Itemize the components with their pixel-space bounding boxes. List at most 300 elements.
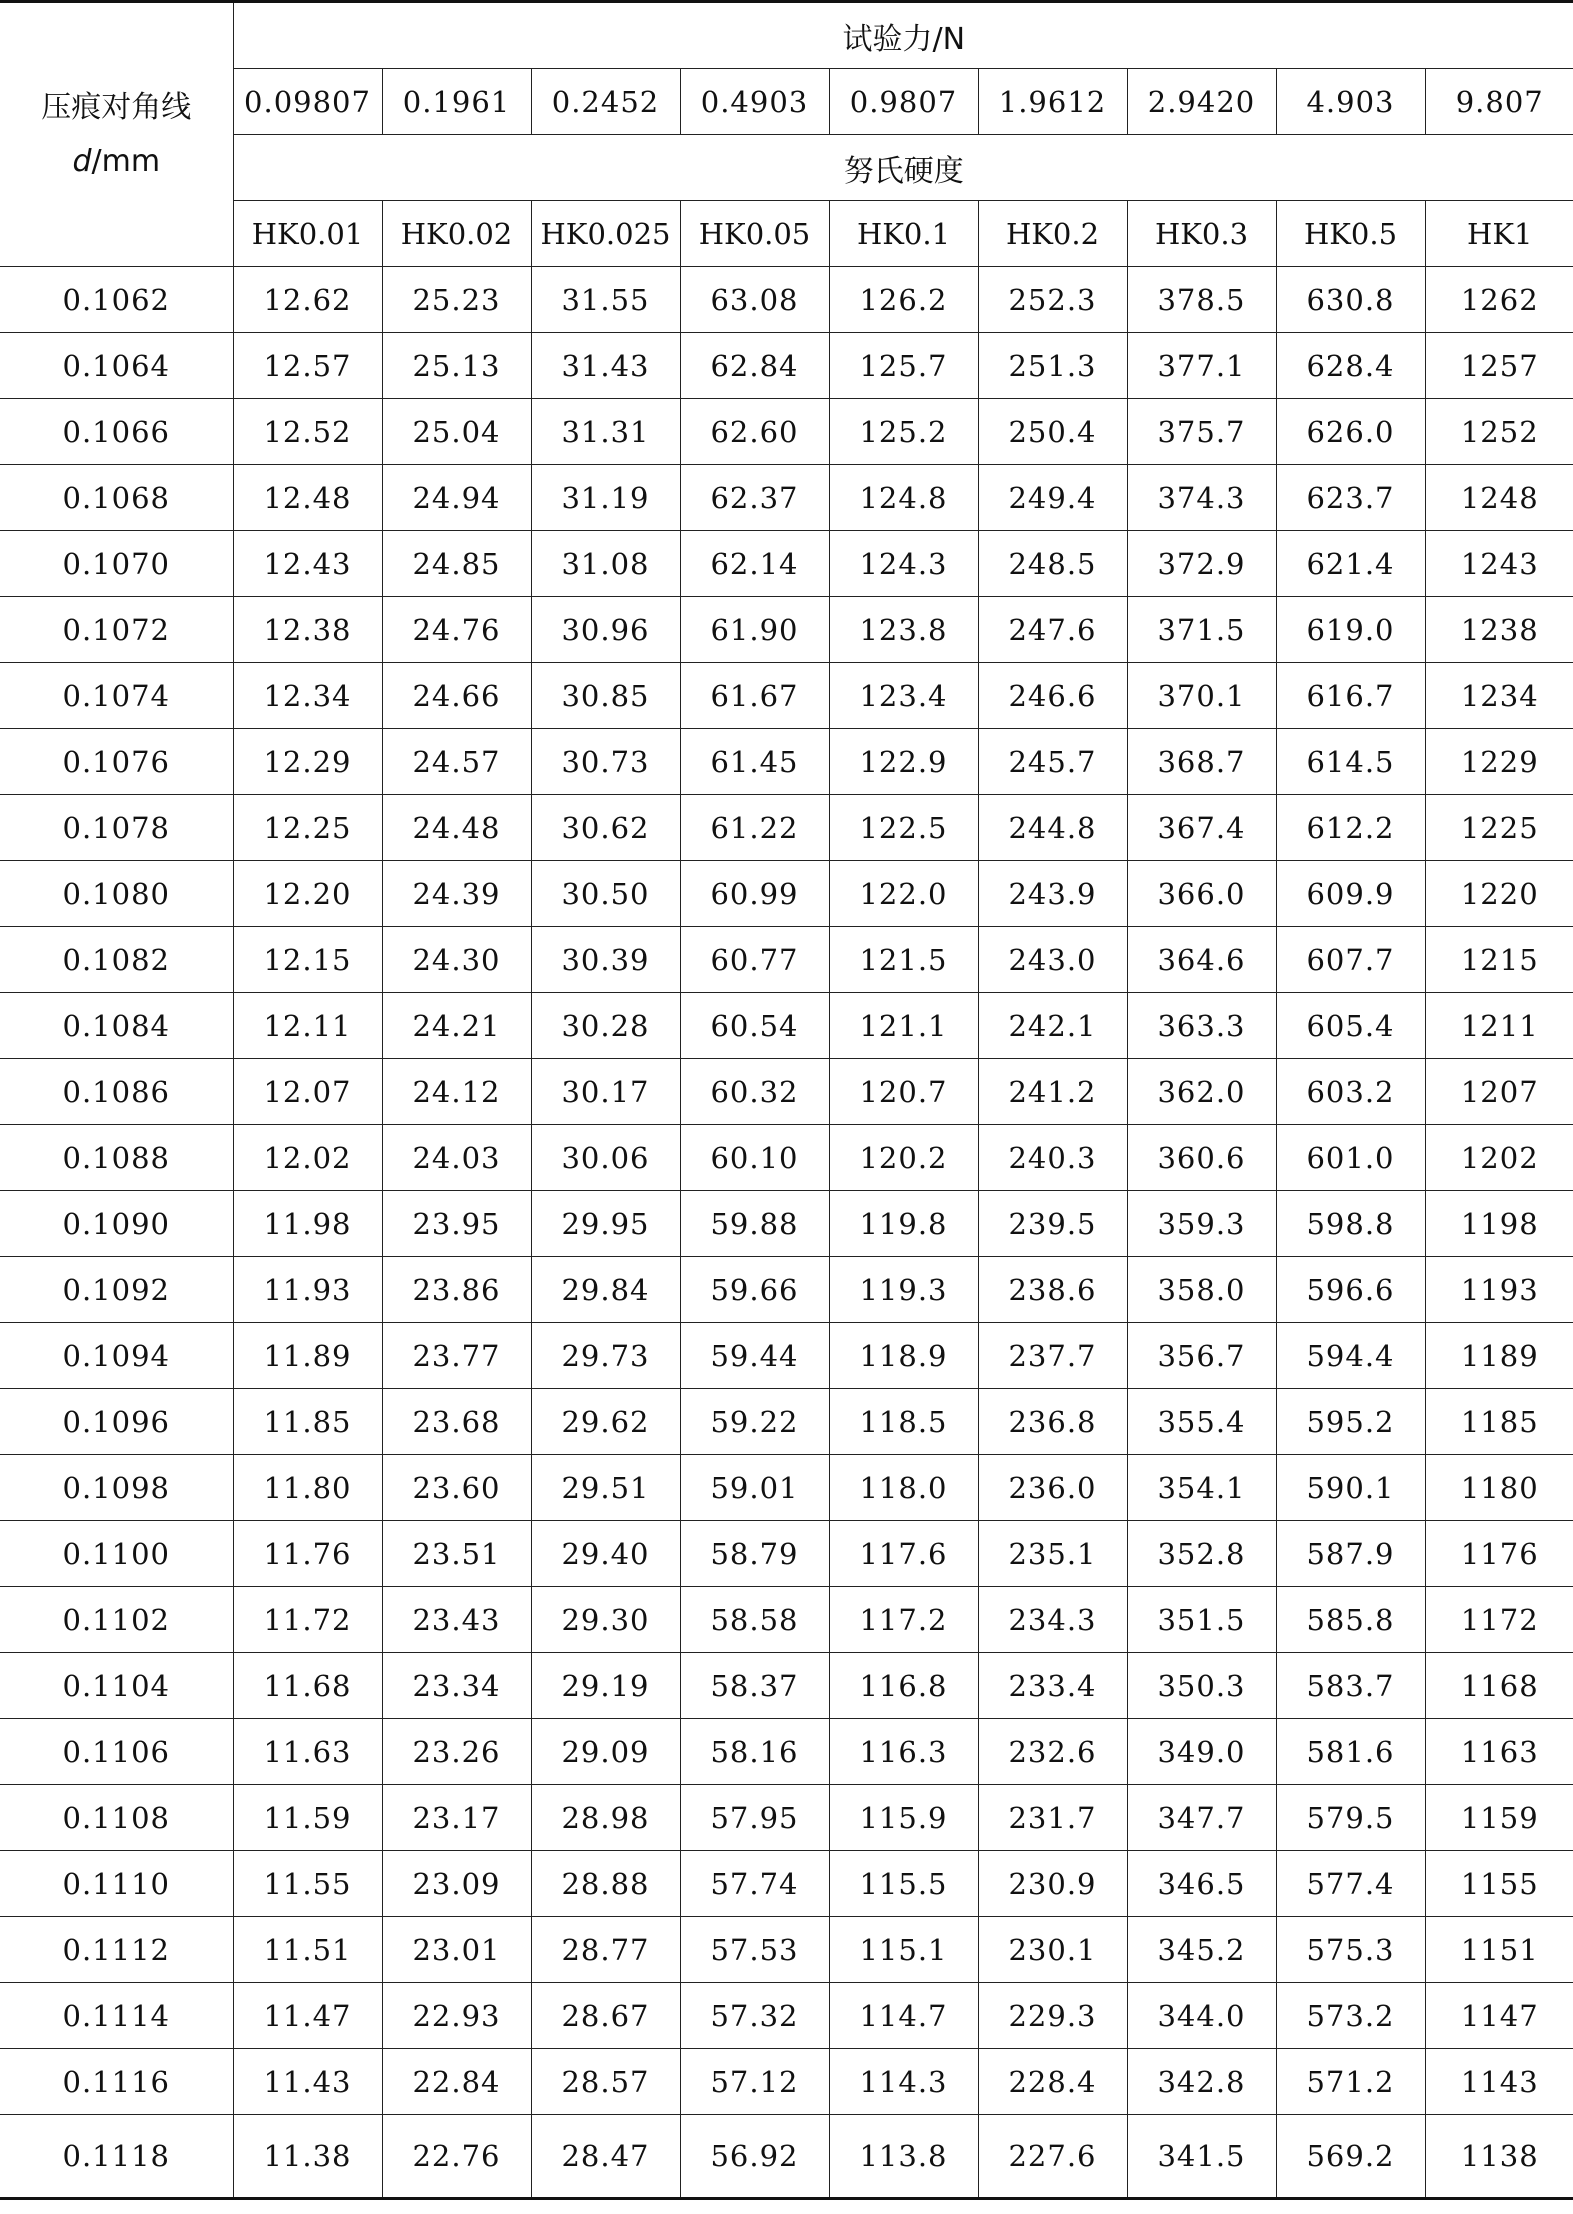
hardness-cell: 61.22 — [680, 795, 829, 861]
hardness-cell: 234.3 — [978, 1587, 1127, 1653]
hardness-cell: 1207 — [1425, 1059, 1573, 1125]
hardness-cell: 1176 — [1425, 1521, 1573, 1587]
scale-header-cell: HK0.05 — [680, 201, 829, 267]
hardness-cell: 28.47 — [531, 2115, 680, 2199]
hardness-cell: 601.0 — [1276, 1125, 1425, 1191]
hardness-cell: 59.44 — [680, 1323, 829, 1389]
hardness-cell: 1155 — [1425, 1851, 1573, 1917]
hardness-cell: 569.2 — [1276, 2115, 1425, 2199]
table-row — [0, 465, 1573, 531]
hardness-cell: 29.84 — [531, 1257, 680, 1323]
diagonal-cell: 0.1070 — [0, 531, 233, 597]
hardness-cell: 116.3 — [829, 1719, 978, 1785]
hardness-cell: 11.68 — [233, 1653, 382, 1719]
diagonal-cell: 0.1094 — [0, 1323, 233, 1389]
hardness-cell: 590.1 — [1276, 1455, 1425, 1521]
hardness-cell: 239.5 — [978, 1191, 1127, 1257]
hardness-cell: 595.2 — [1276, 1389, 1425, 1455]
hardness-cell: 366.0 — [1127, 861, 1276, 927]
hardness-cell: 60.10 — [680, 1125, 829, 1191]
hardness-cell: 359.3 — [1127, 1191, 1276, 1257]
hardness-cell: 346.5 — [1127, 1851, 1276, 1917]
hardness-cell: 245.7 — [978, 729, 1127, 795]
hardness-cell: 24.21 — [382, 993, 531, 1059]
table-row — [0, 795, 1573, 861]
hardness-cell: 352.8 — [1127, 1521, 1276, 1587]
hardness-cell: 12.25 — [233, 795, 382, 861]
hardness-cell: 59.88 — [680, 1191, 829, 1257]
diagonal-cell: 0.1082 — [0, 927, 233, 993]
hardness-cell: 58.16 — [680, 1719, 829, 1785]
hardness-cell: 229.3 — [978, 1983, 1127, 2049]
hardness-cell: 24.85 — [382, 531, 531, 597]
hardness-cell: 1151 — [1425, 1917, 1573, 1983]
hardness-cell: 58.37 — [680, 1653, 829, 1719]
diagonal-cell: 0.1112 — [0, 1917, 233, 1983]
hardness-cell: 250.4 — [978, 399, 1127, 465]
hardness-cell: 230.1 — [978, 1917, 1127, 1983]
diagonal-cell: 0.1100 — [0, 1521, 233, 1587]
hardness-cell: 12.34 — [233, 663, 382, 729]
table-row — [0, 1983, 1573, 2049]
force-header-cell: 0.2452 — [531, 69, 680, 135]
hardness-title: 努氏硬度 — [233, 135, 1573, 201]
diagonal-cell: 0.1092 — [0, 1257, 233, 1323]
hardness-cell: 242.1 — [978, 993, 1127, 1059]
hardness-cell: 1202 — [1425, 1125, 1573, 1191]
scale-header-cell: HK0.5 — [1276, 201, 1425, 267]
hardness-cell: 120.7 — [829, 1059, 978, 1125]
hardness-cell: 22.93 — [382, 1983, 531, 2049]
hardness-cell: 58.58 — [680, 1587, 829, 1653]
hardness-cell: 30.96 — [531, 597, 680, 663]
table-row — [0, 1125, 1573, 1191]
hardness-cell: 1229 — [1425, 729, 1573, 795]
diagonal-cell: 0.1068 — [0, 465, 233, 531]
hardness-cell: 349.0 — [1127, 1719, 1276, 1785]
hardness-cell: 11.59 — [233, 1785, 382, 1851]
header-row-forces — [0, 69, 1573, 135]
hardness-cell: 123.4 — [829, 663, 978, 729]
hardness-cell: 61.67 — [680, 663, 829, 729]
table-row — [0, 399, 1573, 465]
hardness-cell: 62.37 — [680, 465, 829, 531]
hardness-cell: 1215 — [1425, 927, 1573, 993]
hardness-cell: 12.43 — [233, 531, 382, 597]
diagonal-cell: 0.1062 — [0, 267, 233, 333]
hardness-cell: 235.1 — [978, 1521, 1127, 1587]
hardness-cell: 60.32 — [680, 1059, 829, 1125]
diagonal-cell: 0.1090 — [0, 1191, 233, 1257]
hardness-cell: 342.8 — [1127, 2049, 1276, 2115]
hardness-cell: 114.7 — [829, 1983, 978, 2049]
hardness-cell: 581.6 — [1276, 1719, 1425, 1785]
hardness-cell: 28.88 — [531, 1851, 680, 1917]
hardness-cell: 119.8 — [829, 1191, 978, 1257]
table-row — [0, 531, 1573, 597]
hardness-cell: 11.89 — [233, 1323, 382, 1389]
table-body — [0, 267, 1573, 2199]
table-row — [0, 333, 1573, 399]
hardness-cell: 1243 — [1425, 531, 1573, 597]
scale-header-cell: HK0.1 — [829, 201, 978, 267]
hardness-cell: 31.19 — [531, 465, 680, 531]
hardness-cell: 30.28 — [531, 993, 680, 1059]
header-corner-cell — [0, 2, 233, 267]
hardness-cell: 573.2 — [1276, 1983, 1425, 2049]
hardness-cell: 61.90 — [680, 597, 829, 663]
hardness-cell: 579.5 — [1276, 1785, 1425, 1851]
hardness-cell: 24.30 — [382, 927, 531, 993]
table-row — [0, 1851, 1573, 1917]
hardness-cell: 12.07 — [233, 1059, 382, 1125]
hardness-cell: 1193 — [1425, 1257, 1573, 1323]
hardness-cell: 121.5 — [829, 927, 978, 993]
hardness-cell: 24.94 — [382, 465, 531, 531]
hardness-cell: 23.68 — [382, 1389, 531, 1455]
hardness-cell: 354.1 — [1127, 1455, 1276, 1521]
hardness-cell: 341.5 — [1127, 2115, 1276, 2199]
hardness-cell: 59.22 — [680, 1389, 829, 1455]
hardness-cell: 29.19 — [531, 1653, 680, 1719]
hardness-cell: 362.0 — [1127, 1059, 1276, 1125]
hardness-cell: 118.9 — [829, 1323, 978, 1389]
hardness-cell: 360.6 — [1127, 1125, 1276, 1191]
hardness-cell: 24.48 — [382, 795, 531, 861]
hardness-cell: 23.77 — [382, 1323, 531, 1389]
hardness-cell: 248.5 — [978, 531, 1127, 597]
force-header-cell: 0.1961 — [382, 69, 531, 135]
hardness-cell: 30.17 — [531, 1059, 680, 1125]
hardness-cell: 616.7 — [1276, 663, 1425, 729]
hardness-cell: 25.13 — [382, 333, 531, 399]
hardness-cell: 28.98 — [531, 1785, 680, 1851]
hardness-cell: 30.39 — [531, 927, 680, 993]
table-row — [0, 1587, 1573, 1653]
diagonal-cell: 0.1104 — [0, 1653, 233, 1719]
hardness-cell: 62.60 — [680, 399, 829, 465]
hardness-cell: 11.72 — [233, 1587, 382, 1653]
hardness-cell: 594.4 — [1276, 1323, 1425, 1389]
hardness-cell: 12.38 — [233, 597, 382, 663]
hardness-cell: 62.84 — [680, 333, 829, 399]
scale-header-cell: HK0.3 — [1127, 201, 1276, 267]
force-header-cell: 4.903 — [1276, 69, 1425, 135]
hardness-cell: 58.79 — [680, 1521, 829, 1587]
hardness-cell: 577.4 — [1276, 1851, 1425, 1917]
hardness-cell: 57.95 — [680, 1785, 829, 1851]
table-row — [0, 2049, 1573, 2115]
hardness-cell: 236.0 — [978, 1455, 1127, 1521]
corner-variable: d — [72, 143, 92, 179]
hardness-cell: 29.95 — [531, 1191, 680, 1257]
hardness-cell: 605.4 — [1276, 993, 1425, 1059]
hardness-cell: 28.77 — [531, 1917, 680, 1983]
hardness-cell: 364.6 — [1127, 927, 1276, 993]
hardness-cell: 344.0 — [1127, 1983, 1276, 2049]
hardness-cell: 1234 — [1425, 663, 1573, 729]
hardness-cell: 12.57 — [233, 333, 382, 399]
hardness-cell: 12.11 — [233, 993, 382, 1059]
hardness-cell: 12.48 — [233, 465, 382, 531]
hardness-cell: 30.50 — [531, 861, 680, 927]
hardness-cell: 372.9 — [1127, 531, 1276, 597]
hardness-cell: 60.99 — [680, 861, 829, 927]
header-row-force-title — [0, 2, 1573, 69]
hardness-cell: 351.5 — [1127, 1587, 1276, 1653]
hardness-cell: 243.9 — [978, 861, 1127, 927]
diagonal-cell: 0.1086 — [0, 1059, 233, 1125]
hardness-cell: 115.1 — [829, 1917, 978, 1983]
hardness-cell: 350.3 — [1127, 1653, 1276, 1719]
table-row — [0, 1389, 1573, 1455]
hardness-cell: 630.8 — [1276, 267, 1425, 333]
hardness-cell: 11.93 — [233, 1257, 382, 1323]
force-header-cell: 9.807 — [1425, 69, 1573, 135]
hardness-cell: 125.2 — [829, 399, 978, 465]
hardness-cell: 1168 — [1425, 1653, 1573, 1719]
hardness-cell: 1252 — [1425, 399, 1573, 465]
diagonal-cell: 0.1118 — [0, 2115, 233, 2199]
hardness-cell: 585.8 — [1276, 1587, 1425, 1653]
table-row — [0, 1455, 1573, 1521]
scale-header-cell: HK1 — [1425, 201, 1573, 267]
hardness-cell: 1262 — [1425, 267, 1573, 333]
hardness-cell: 123.8 — [829, 597, 978, 663]
hardness-cell: 609.9 — [1276, 861, 1425, 927]
hardness-cell: 1211 — [1425, 993, 1573, 1059]
hardness-cell: 29.40 — [531, 1521, 680, 1587]
diagonal-cell: 0.1108 — [0, 1785, 233, 1851]
hardness-cell: 249.4 — [978, 465, 1127, 531]
hardness-cell: 345.2 — [1127, 1917, 1276, 1983]
hardness-cell: 227.6 — [978, 2115, 1127, 2199]
hardness-cell: 347.7 — [1127, 1785, 1276, 1851]
hardness-cell: 11.85 — [233, 1389, 382, 1455]
force-header-cell: 0.09807 — [233, 69, 382, 135]
hardness-cell: 1220 — [1425, 861, 1573, 927]
table-row — [0, 597, 1573, 663]
hardness-cell: 1163 — [1425, 1719, 1573, 1785]
hardness-cell: 571.2 — [1276, 2049, 1425, 2115]
hardness-cell: 377.1 — [1127, 333, 1276, 399]
diagonal-cell: 0.1064 — [0, 333, 233, 399]
table-row — [0, 1059, 1573, 1125]
table-row — [0, 861, 1573, 927]
hardness-cell: 1185 — [1425, 1389, 1573, 1455]
hardness-cell: 11.80 — [233, 1455, 382, 1521]
hardness-cell: 28.67 — [531, 1983, 680, 2049]
hardness-cell: 24.76 — [382, 597, 531, 663]
scale-header-cell: HK0.01 — [233, 201, 382, 267]
diagonal-cell: 0.1072 — [0, 597, 233, 663]
hardness-cell: 12.02 — [233, 1125, 382, 1191]
hardness-cell: 125.7 — [829, 333, 978, 399]
diagonal-cell: 0.1078 — [0, 795, 233, 861]
hardness-cell: 119.3 — [829, 1257, 978, 1323]
header-row-scales — [0, 201, 1573, 267]
hardness-cell: 22.76 — [382, 2115, 531, 2199]
hardness-cell: 367.4 — [1127, 795, 1276, 861]
table-row — [0, 1785, 1573, 1851]
hardness-cell: 607.7 — [1276, 927, 1425, 993]
hardness-cell: 1225 — [1425, 795, 1573, 861]
hardness-cell: 12.20 — [233, 861, 382, 927]
hardness-cell: 117.6 — [829, 1521, 978, 1587]
hardness-cell: 23.34 — [382, 1653, 531, 1719]
hardness-cell: 25.04 — [382, 399, 531, 465]
hardness-cell: 24.57 — [382, 729, 531, 795]
hardness-cell: 1172 — [1425, 1587, 1573, 1653]
hardness-cell: 24.39 — [382, 861, 531, 927]
hardness-cell: 23.17 — [382, 1785, 531, 1851]
hardness-cell: 12.15 — [233, 927, 382, 993]
scale-header-cell: HK0.025 — [531, 201, 680, 267]
hardness-cell: 233.4 — [978, 1653, 1127, 1719]
hardness-cell: 363.3 — [1127, 993, 1276, 1059]
hardness-cell: 118.5 — [829, 1389, 978, 1455]
hardness-cell: 11.63 — [233, 1719, 382, 1785]
diagonal-cell: 0.1076 — [0, 729, 233, 795]
hardness-cell: 122.5 — [829, 795, 978, 861]
hardness-cell: 374.3 — [1127, 465, 1276, 531]
table-row — [0, 1257, 1573, 1323]
hardness-cell: 368.7 — [1127, 729, 1276, 795]
table-row — [0, 2115, 1573, 2199]
table-header — [0, 2, 1573, 267]
hardness-cell: 31.55 — [531, 267, 680, 333]
hardness-cell: 57.53 — [680, 1917, 829, 1983]
hardness-cell: 57.74 — [680, 1851, 829, 1917]
hardness-cell: 244.8 — [978, 795, 1127, 861]
scale-header-cell: HK0.02 — [382, 201, 531, 267]
hardness-cell: 122.9 — [829, 729, 978, 795]
hardness-cell: 115.9 — [829, 1785, 978, 1851]
hardness-cell: 240.3 — [978, 1125, 1127, 1191]
hardness-cell: 1238 — [1425, 597, 1573, 663]
hardness-cell: 29.62 — [531, 1389, 680, 1455]
hardness-cell: 358.0 — [1127, 1257, 1276, 1323]
hardness-cell: 246.6 — [978, 663, 1127, 729]
corner-unit-line — [0, 135, 233, 189]
hardness-cell: 61.45 — [680, 729, 829, 795]
hardness-cell: 228.4 — [978, 2049, 1127, 2115]
table-row — [0, 663, 1573, 729]
hardness-cell: 114.3 — [829, 2049, 978, 2115]
force-header-cell: 2.9420 — [1127, 69, 1276, 135]
hardness-cell: 23.95 — [382, 1191, 531, 1257]
hardness-cell: 355.4 — [1127, 1389, 1276, 1455]
hardness-cell: 237.7 — [978, 1323, 1127, 1389]
table-row — [0, 993, 1573, 1059]
hardness-cell: 23.60 — [382, 1455, 531, 1521]
diagonal-cell: 0.1080 — [0, 861, 233, 927]
hardness-cell: 23.01 — [382, 1917, 531, 1983]
hardness-cell: 1138 — [1425, 2115, 1573, 2199]
hardness-cell: 356.7 — [1127, 1323, 1276, 1389]
hardness-cell: 626.0 — [1276, 399, 1425, 465]
hardness-cell: 596.6 — [1276, 1257, 1425, 1323]
diagonal-cell: 0.1098 — [0, 1455, 233, 1521]
hardness-cell: 122.0 — [829, 861, 978, 927]
hardness-cell: 628.4 — [1276, 333, 1425, 399]
force-header-cell: 0.9807 — [829, 69, 978, 135]
hardness-cell: 11.76 — [233, 1521, 382, 1587]
table-row — [0, 267, 1573, 333]
hardness-cell: 587.9 — [1276, 1521, 1425, 1587]
hardness-cell: 1180 — [1425, 1455, 1573, 1521]
diagonal-cell: 0.1110 — [0, 1851, 233, 1917]
force-title: 试验力/N — [233, 2, 1573, 69]
hardness-cell: 56.92 — [680, 2115, 829, 2199]
hardness-cell: 11.55 — [233, 1851, 382, 1917]
hardness-cell: 126.2 — [829, 267, 978, 333]
hardness-cell: 30.85 — [531, 663, 680, 729]
hardness-cell: 11.98 — [233, 1191, 382, 1257]
hardness-cell: 232.6 — [978, 1719, 1127, 1785]
table-row — [0, 729, 1573, 795]
hardness-cell: 1147 — [1425, 1983, 1573, 2049]
hardness-cell: 31.43 — [531, 333, 680, 399]
hardness-cell: 29.09 — [531, 1719, 680, 1785]
hardness-cell: 1189 — [1425, 1323, 1573, 1389]
hardness-cell: 60.54 — [680, 993, 829, 1059]
corner-unit: /mm — [91, 143, 161, 179]
hardness-cell: 121.1 — [829, 993, 978, 1059]
hardness-cell: 62.14 — [680, 531, 829, 597]
hardness-cell: 30.62 — [531, 795, 680, 861]
hardness-cell: 116.8 — [829, 1653, 978, 1719]
force-header-cell: 0.4903 — [680, 69, 829, 135]
hardness-cell: 619.0 — [1276, 597, 1425, 663]
hardness-cell: 623.7 — [1276, 465, 1425, 531]
hardness-cell: 28.57 — [531, 2049, 680, 2115]
hardness-cell: 238.6 — [978, 1257, 1127, 1323]
hardness-cell: 124.8 — [829, 465, 978, 531]
header-row-hardness-title — [0, 135, 1573, 201]
hardness-cell: 30.73 — [531, 729, 680, 795]
table-row — [0, 1191, 1573, 1257]
hardness-cell: 1248 — [1425, 465, 1573, 531]
hardness-cell: 23.43 — [382, 1587, 531, 1653]
diagonal-cell: 0.1114 — [0, 1983, 233, 2049]
hardness-cell: 603.2 — [1276, 1059, 1425, 1125]
hardness-cell: 63.08 — [680, 267, 829, 333]
diagonal-cell: 0.1088 — [0, 1125, 233, 1191]
hardness-cell: 25.23 — [382, 267, 531, 333]
table-row — [0, 1653, 1573, 1719]
hardness-cell: 29.51 — [531, 1455, 680, 1521]
hardness-cell: 31.08 — [531, 531, 680, 597]
corner-label: 压痕对角线 — [41, 89, 192, 125]
hardness-cell: 59.01 — [680, 1455, 829, 1521]
hardness-cell: 252.3 — [978, 267, 1127, 333]
hardness-cell: 23.26 — [382, 1719, 531, 1785]
diagonal-cell: 0.1106 — [0, 1719, 233, 1785]
hardness-cell: 1159 — [1425, 1785, 1573, 1851]
hardness-cell: 1143 — [1425, 2049, 1573, 2115]
hardness-cell: 1198 — [1425, 1191, 1573, 1257]
hardness-cell: 231.7 — [978, 1785, 1127, 1851]
hardness-cell: 118.0 — [829, 1455, 978, 1521]
diagonal-cell: 0.1116 — [0, 2049, 233, 2115]
hardness-cell: 12.29 — [233, 729, 382, 795]
hardness-cell: 621.4 — [1276, 531, 1425, 597]
hardness-cell: 583.7 — [1276, 1653, 1425, 1719]
hardness-cell: 612.2 — [1276, 795, 1425, 861]
table-row — [0, 1917, 1573, 1983]
hardness-cell: 614.5 — [1276, 729, 1425, 795]
